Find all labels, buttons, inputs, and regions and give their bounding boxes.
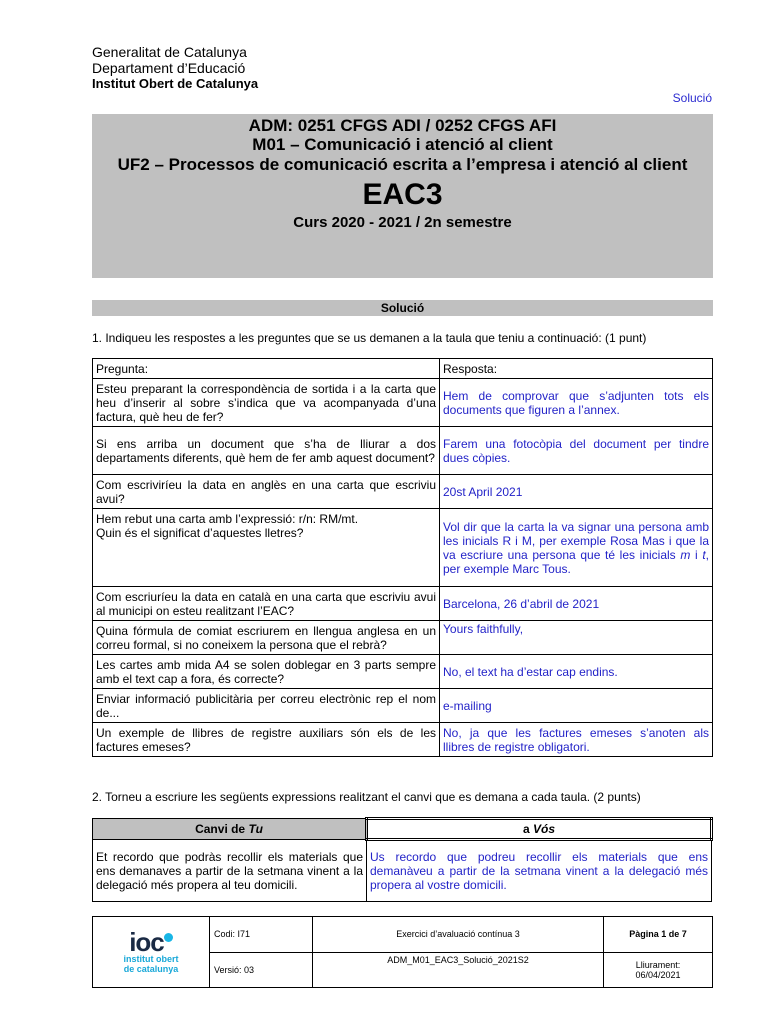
question-cell: Quina fórmula de comiat escriurem en llengua anglesa en un correu formal, si no coneixem la persona que el rebrà? (93, 621, 440, 655)
answer-initial-m: m (680, 547, 691, 562)
footer-codi: Codi: I71 (210, 917, 313, 953)
footer-lliurament (604, 952, 713, 988)
question-text: Hem rebut una carta amb l’expressió: r/n: RM/mt. Quin és el significat d’aquestes lletres? (96, 512, 359, 540)
question-cell: Com escriuríeu la data en català en una carta que escriviu avui al municipi on esteu realitzant l’EAC? (93, 587, 440, 621)
table-row (93, 427, 713, 475)
rewrite-table (92, 817, 713, 902)
answer-cell: 20st April 2021 (440, 475, 713, 509)
answer-cell: No, ja que les factures emeses s’anoten als llibres de registre obligatori. (440, 723, 713, 757)
footer-lliurament-label: Lliurament: (635, 959, 681, 970)
footer-table (92, 916, 713, 988)
answer-cell: No, el text ha d’estar cap endins. (440, 655, 713, 689)
header-vos: Vós (533, 822, 556, 836)
logo-text: ioc (129, 927, 164, 957)
header-a-label: a (522, 822, 533, 836)
footer-versio: Versió: 03 (210, 952, 313, 988)
header-line-2: Departament d’Educació (92, 60, 246, 76)
title-unit: UF2 – Processos de comunicació escrita a l’empresa i atenció al client (117, 155, 688, 174)
original-text: Et recordo que podràs recollir els materials que ens demanaves a partir de la setmana vinent a la delegació més propera al teu domicili. (93, 840, 367, 902)
title-year: Curs 2020 - 2021 / 2n semestre (293, 214, 512, 231)
rewritten-text: Us recordo que podreu recollir els materials que ens demanàveu a partir de la setmana vinent a la delegació més propera al vostre domicili. (367, 840, 712, 902)
answer-cell: Yours faithfully, (440, 621, 713, 655)
logo-sub-1: institut obert (123, 954, 179, 964)
answer-cell: Barcelona, 26 d’abril de 2021 (440, 587, 713, 621)
footer-exercici: Exercici d’avaluació contínua 3 (313, 917, 604, 953)
title-course: ADM: 0251 CFGS ADI / 0252 CFGS AFI (248, 116, 557, 135)
header-a-vos (367, 819, 712, 840)
header-resposta: Resposta: (440, 359, 713, 379)
logo-dot-icon (164, 933, 173, 942)
footer-fitxer: ADM_M01_EAC3_Solució_2021S2 (313, 952, 604, 988)
header-canvi-tu (93, 819, 367, 840)
table-row (93, 587, 713, 621)
answers-table (92, 358, 713, 757)
table-row (93, 655, 713, 689)
title-module: M01 – Comunicació i atenció al client (252, 135, 553, 154)
question-2-text: 2. Torneu a escriure les següents expressions realitzant el canvi que es demana a cada taula. (2 punts) (92, 790, 641, 804)
answer-initial-t: t (702, 547, 706, 562)
table-row (93, 723, 713, 757)
answer-cell: e-mailing (440, 689, 713, 723)
table-row (93, 689, 713, 723)
question-cell: Enviar informació publicitària per correu electrònic rep el nom de... (93, 689, 440, 723)
title-eac: EAC3 (362, 178, 443, 211)
solution-label: Solució (672, 91, 712, 105)
logo-sub-2: de catalunya (123, 964, 179, 974)
table-row (93, 621, 713, 655)
answer-text-post: , per exemple Marc Tous. (443, 547, 709, 576)
question-cell: Com escriviríeu la data en anglès en una carta que escriviu avui? (93, 475, 440, 509)
answer-cell (440, 509, 713, 587)
question-cell: Esteu preparant la correspondència de sortida i a la carta que heu d’inserir al sobre s’indica que va acompanyada d’una factura, què heu de fer? (93, 379, 440, 427)
section-bar: Solució (92, 300, 713, 316)
header-pregunta: Pregunta: (93, 359, 440, 379)
question-cell: Un exemple de llibres de registre auxiliars són els de les factures emeses? (93, 723, 440, 757)
ioc-logo (93, 917, 210, 988)
answer-cell: Farem una fotocòpia del document per tindre dues còpies. (440, 427, 713, 475)
answer-cell: Hem de comprovar que s’adjunten tots els documents que figuren a l’annex. (440, 379, 713, 427)
header-canvi-label: Canvi de (195, 822, 249, 836)
question-cell (93, 509, 440, 587)
question-cell: Si ens arriba un document que s’ha de lliurar a dos departaments diferents, què hem de fer amb aquest document? (93, 427, 440, 475)
answer-text-pre: Vol dir que la carta la va signar una persona amb les inicials R i M, per exemple Rosa Mas i que la va escriure una persona que té les inicials (443, 519, 709, 562)
header-line-1: Generalitat de Catalunya (92, 44, 247, 60)
answer-text-mid: i (690, 547, 703, 562)
question-cell: Les cartes amb mida A4 se solen doblegar en 3 parts sempre amb el text cap a fora, és correcte? (93, 655, 440, 689)
table-row (93, 379, 713, 427)
footer-lliurament-date: 06/04/2021 (635, 969, 681, 980)
table-row (93, 509, 713, 587)
question-1-text: 1. Indiqueu les respostes a les preguntes que se us demanen a la taula que teniu a continuació: (1 punt) (92, 331, 647, 345)
footer-pagina: Pàgina 1 de 7 (604, 917, 713, 953)
title-box (92, 114, 713, 278)
header-tu: Tu (248, 822, 263, 836)
header-line-3: Institut Obert de Catalunya (92, 76, 259, 91)
table-row (93, 475, 713, 509)
institution-header (92, 44, 258, 92)
